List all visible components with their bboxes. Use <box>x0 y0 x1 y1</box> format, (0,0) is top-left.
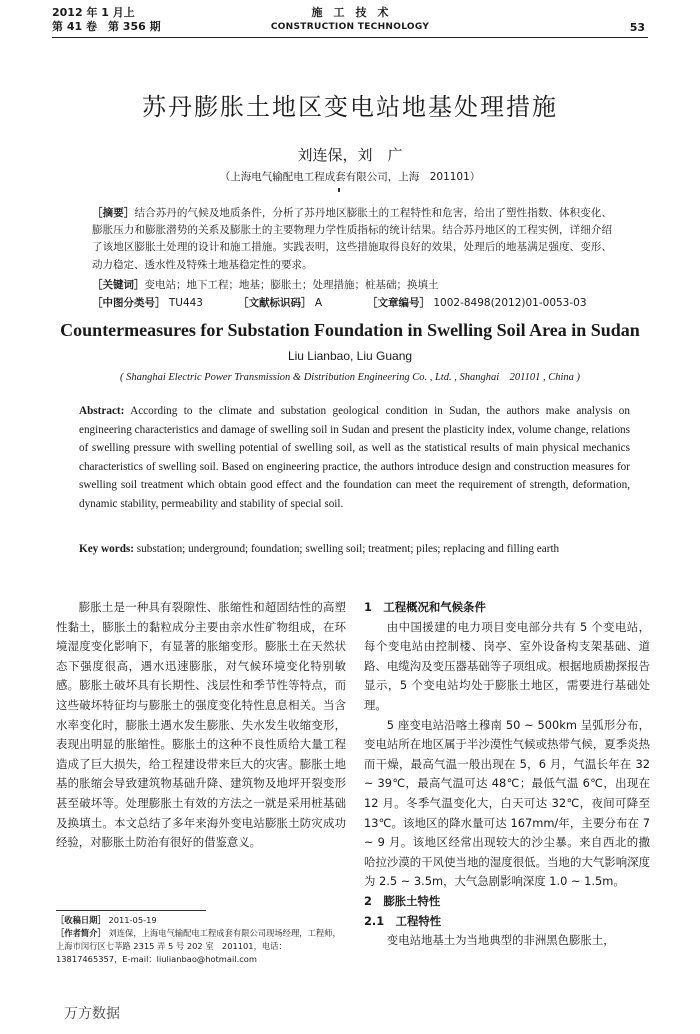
section-1-heading: 1 工程概况和气候条件 <box>364 600 486 614</box>
title-zh: 苏丹膨胀土地区变电站地基处理措施 <box>142 93 558 121</box>
issue-date: 2012 年 1 月上 <box>52 6 135 19</box>
affiliation-zh: （上海电气输配电工程成套有限公司，上海 201101） <box>219 171 481 183</box>
keywords-zh <box>92 277 622 294</box>
abstract-zh-text: 结合苏丹的气候及地质条件，分析了苏丹地区膨胀土的工程特性和危害，给出了塑性指数、体积变化、膨胀压力和膨胀潜势的关系及膨胀土的主要物理力学性质指标的统计结果。结合苏丹地区的工程实例，详细介绍了该地区膨胀土处理的设计和施工措施。实践表明，这些措施取得良好的效果，处理后的地基满足强度、变形、动力稳定、透水性及特殊土地基稳定性的要求。 <box>92 207 613 271</box>
abstract-zh-label: ［摘要］ <box>92 207 135 219</box>
keywords-en <box>79 540 630 559</box>
authors-zh: 刘连保，刘 广 <box>297 146 403 164</box>
doc-code: ［文献标识码］ A <box>238 297 323 309</box>
abstract-zh <box>92 205 612 274</box>
stray-mark <box>338 188 340 192</box>
body-right-column <box>364 598 650 951</box>
issue-volume: 第 41 卷 第 356 期 <box>52 20 161 33</box>
title-en: Countermeasures for Substation Foundation in Swelling Soil Area in Sudan <box>60 320 640 340</box>
header-divider <box>52 37 648 38</box>
section-1-paragraph-2: 5 座变电站沿喀土穆南 50 ~ 500km 呈弧形分布，变电站所在地区属于半沙漠性气候或热带气候，夏季炎热而干燥，最高气温一般出现在 5，6 月，气温长年在 32 ~ 39℃，最高气温可达 48℃；最低气温 6℃，出现在 12 月。冬季气温变化大，白天可达 32℃，夜间可降至 13℃。该地区的降水量可达 167mm/年，主要分布在 7 ~ 9 月。该地区经常出现较大的沙尘暴。来自西北的撒哈拉沙漠的干风使当地的湿度很低。当地的大气影响深度为 2.5 ~ 3.5m，大气急剧影响深度 1.0 ~ 1.5m。 <box>364 717 650 889</box>
keywords-zh-text: 变电站；地下工程；地基；膨胀土；处理措施；桩基础；换填土 <box>144 279 439 291</box>
page-number: 53 <box>629 21 645 34</box>
journal-name-en: CONSTRUCTION TECHNOLOGY <box>270 22 430 32</box>
abstract-en-text: According to the climate and substation geological condition in Sudan, the authors make analysis on engineering characteristics and damage of swelling soil in Sudan and present the plasticity index, volume change, relations of swelling pressure with swelling potential of swelling soil, as well as the statistical results of main physical mechanics characteristics of swelling soil. Based on engineering practice, the authors introduce design and construction measures for swelling soil treatment which obtain good effect and the foundation can meet the requirement of strength, deformation, dynamic stability, permeability and stability of special soil. <box>79 405 630 510</box>
journal-name <box>0 6 700 34</box>
watermark: 万方数据 <box>64 1006 120 1022</box>
keywords-zh-label: ［关键词］ <box>92 279 145 291</box>
section-1-paragraph-1: 由中国援建的电力项目变电部分共有 5 个变电站，每个变电站由控制楼、岗亭、室外设备构支架基础、道路、电缆沟及变压器基础等子项组成。根据地质勘探报告显示，5 个变电站均处于膨胀土地区，需要进行基础处理。 <box>364 619 650 712</box>
body-left-column <box>56 598 346 853</box>
received-date: ［收稿日期］ 2011-05-19 <box>56 915 157 925</box>
author-bio: ［作者简介］ 刘连保，上海电气输配电工程成套有限公司现场经理，工程师，上海市闵行区七莘路 2315 弄 5 号 202 室 201101，电话：13817465357，E-mail：liulianbao@hotmail.com <box>56 928 341 964</box>
section-2-1-paragraph: 变电站地基土为当地典型的非洲黑色膨胀土， <box>386 933 615 948</box>
abstract-en-label: Abstract: <box>79 405 125 417</box>
footnote-divider <box>56 910 206 911</box>
keywords-en-label: Key words: <box>79 543 134 555</box>
abstract-en <box>79 402 630 514</box>
affiliation-en: ( Shanghai Electric Power Transmission & Distribution Engineering Co. , Ltd. , Shanghai 201101 , China ) <box>119 372 581 383</box>
section-2-1-heading: 2.1 工程特性 <box>364 913 442 928</box>
intro-paragraph: 膨胀土是一种具有裂隙性、胀缩性和超固结性的高塑性黏土，膨胀土的黏粒成分主要由亲水性矿物组成，在环境湿度变化影响下，有显著的胀缩变形。膨胀土在天然状态下强度很高，遇水迅速膨胀，对气候环境变化特别敏感。膨胀土破坏具有长期性、浅层性和季节性等特点，而这些破坏特征均与膨胀土的强度变化特性息息相关。当含水率变化时，膨胀土遇水发生膨胀、失水发生收缩变形，表现出明显的胀缩性。膨胀土的这种不良性质给大量工程造成了巨大损失，给工程建设带来巨大的灾害。膨胀土地基的胀缩会导致建筑物基础升降、建筑物及地坪开裂变形甚至破坏等。处理膨胀土有效的方法之一就是采用桩基础及换填土。本文总结了多年来海外变电站膨胀土防灾成功经验，对膨胀土防治有很好的借鉴意义。 <box>56 600 346 850</box>
authors-en: Liu Lianbao, Liu Guang <box>287 349 413 363</box>
keywords-en-text: substation; underground; foundation; swelling soil; treatment; piles; replacing and filling earth <box>136 543 560 555</box>
journal-name-zh: 施 工 技 术 <box>311 6 389 19</box>
footnote <box>56 914 348 966</box>
section-2-heading: 2 膨胀土特性 <box>364 893 441 908</box>
article-number: ［文章编号］ 1002-8498(2012)01-0053-03 <box>367 297 587 309</box>
clc-code: ［中图分类号］ TU443 <box>92 297 203 309</box>
